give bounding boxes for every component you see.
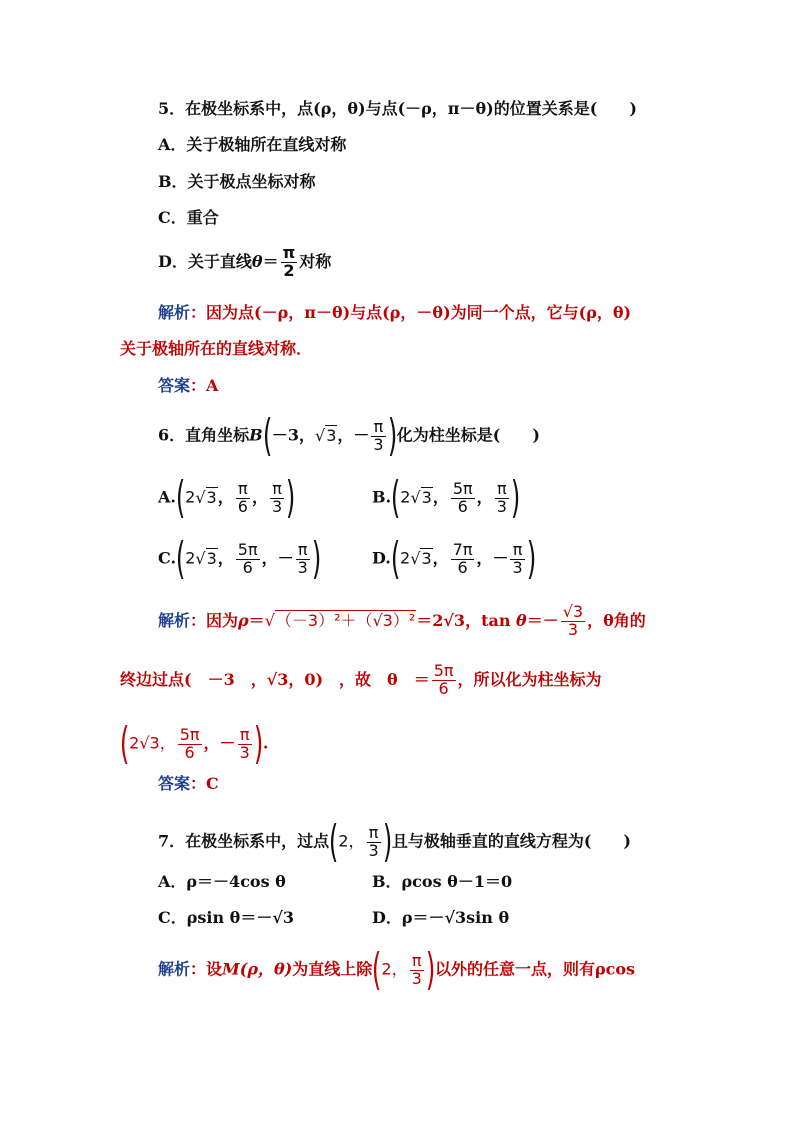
q6-answer-value: ：C <box>190 774 219 793</box>
q7-stem-fraction <box>367 822 381 860</box>
q6-option-c-label: C. <box>158 548 177 568</box>
q6-option-b: B.(2√3， $\frac{5\pi}{6}$ ， $\frac{\pi}{3}$ ) <box>372 472 521 523</box>
q5-analysis-text1: ：因为点(－ρ，π－θ)与点(ρ，－θ)为同一个点，它与(ρ，θ) <box>190 303 632 322</box>
q6-stem <box>158 410 540 461</box>
q6-answer-label: 答案 <box>158 774 191 793</box>
q6-option-c-n1: 5π <box>237 539 258 559</box>
q6-analysis-result: ＝2√3，tan <box>416 610 511 630</box>
q6-option-d-frac1 <box>451 539 475 577</box>
q7-analysis-num: π <box>410 953 424 971</box>
left-paren-icon: ( <box>390 472 401 523</box>
q6-analysis-line2-pre: 终边过点( －3 ，√3，0) ，故 θ ＝ <box>120 669 430 689</box>
q6-option-a-frac2 <box>270 478 284 516</box>
q7-option-a: A．ρ＝－4cos θ <box>158 872 286 891</box>
q5-analysis-line1 <box>158 305 631 321</box>
q6-option-d: D.(2√3， $\frac{7\pi}{6}$ ，－ $\frac{\pi}{3}$ ) <box>372 533 536 584</box>
q5-answer-label: 答案 <box>158 376 191 395</box>
q6-option-d-label: D. <box>372 548 391 568</box>
q6-analysis-rho: ρ <box>238 610 249 630</box>
q7-analysis-label: 解析 <box>158 959 191 979</box>
q6-analysis-tan-fraction <box>561 604 585 639</box>
q7-stem-point: 2， <box>338 831 365 851</box>
q6-analysis-line1 <box>158 604 646 639</box>
q6-analysis-final-d1: 6 <box>184 742 195 762</box>
q7-analysis-pre: ：设 <box>190 959 223 979</box>
q7-analysis-den: 3 <box>411 968 422 988</box>
left-paren-icon: ( <box>119 718 130 769</box>
q6-analysis-final-r: 2√3， <box>129 733 176 753</box>
q6-analysis-final-frac2 <box>238 724 252 762</box>
q7-option-d: D．ρ＝－√3sin θ <box>372 908 510 927</box>
q6-stem-var: B <box>249 425 263 445</box>
q6-option-c-n2: π <box>296 542 310 560</box>
left-paren-icon: ( <box>262 410 272 461</box>
right-paren-icon: ) <box>510 472 521 523</box>
q6-analysis-final-frac1 <box>178 724 202 762</box>
q6-analysis-result2: ＝－ <box>526 610 559 630</box>
q6-analysis-theta: θ <box>516 610 527 630</box>
q6-option-d-sqrt: √3 <box>410 548 432 568</box>
q5-d-prefix: D．关于直线 <box>158 251 252 271</box>
q6-option-a-sqrt-value: 3 <box>206 487 217 507</box>
q6-option-a-d2: 3 <box>271 496 283 516</box>
q6-analysis-tan-den: 3 <box>567 619 579 639</box>
q6-option-d-frac2 <box>510 539 524 577</box>
q6-option-a-n2: π <box>270 481 284 499</box>
q7-option-c: C．ρsin θ＝－√3 <box>158 908 294 927</box>
q5-d-suffix: 对称 <box>299 251 332 271</box>
right-paren-icon: ) <box>286 472 296 523</box>
q6-option-d-sqrt-value: 3 <box>421 548 432 568</box>
q6-option-c-sqrt-value: 3 <box>206 548 217 568</box>
q6-option-c-r: 2 <box>185 548 196 568</box>
q6-option-d-n2: π <box>510 542 524 560</box>
q6-option-c-frac2 <box>296 539 310 577</box>
q6-option-b-sqrt: √3 <box>410 487 432 507</box>
left-paren-icon: ( <box>329 816 339 867</box>
q6-option-a-n1: π <box>236 481 250 499</box>
q6-option-d-d2: 3 <box>512 557 523 577</box>
q6-option-c-sign2: ，－ <box>261 548 294 568</box>
q6-analysis-line2-post: ，所以化为柱坐标为 <box>457 669 602 689</box>
right-paren-icon: ) <box>425 944 436 995</box>
q7-stem-prefix: 7．在极坐标系中，过点 <box>158 831 330 851</box>
right-paren-icon: ) <box>387 410 397 461</box>
q5-d-den: 2 <box>283 260 295 280</box>
q6-analysis-final-n1: 5π <box>179 724 200 744</box>
q7-analysis-mid: 为直线上除 <box>292 959 373 979</box>
q6-stem-fraction <box>371 416 385 454</box>
q6-analysis-tail: ，θ角的 <box>587 610 646 630</box>
q7-stem-den: 3 <box>368 840 379 860</box>
q6-option-c-d1: 6 <box>242 557 253 577</box>
q5-d-num: π <box>282 243 296 262</box>
q6-option-d-n1: 7π <box>452 539 473 559</box>
q6-analysis-tan-num: √3 <box>562 602 584 621</box>
q6-option-a: A.(2√3， $\frac{\pi}{6}$ ， $\frac{\pi}{3}$ ) <box>158 472 296 523</box>
q6-analysis-line2-fraction <box>432 663 456 698</box>
q6-stem-prefix: 6．直角坐标 <box>158 425 250 445</box>
q6-analysis-line2-num: 5π <box>433 661 454 680</box>
left-paren-icon: ( <box>390 533 401 584</box>
q7-stem-num: π <box>367 825 381 843</box>
q5-answer-value: ：A <box>190 376 219 395</box>
q6-option-b-d1: 6 <box>457 496 468 516</box>
q6-stem-sqrt: √3 <box>314 425 337 445</box>
q6-option-b-sign2: ， <box>476 487 493 507</box>
q6-analysis-label: 解析 <box>158 610 191 630</box>
q7-analysis-line1 <box>158 944 636 995</box>
q7-analysis-m: M(ρ，θ) <box>222 959 293 979</box>
q5-analysis-label: 解析 <box>158 303 191 322</box>
q6-option-b-n2: π <box>495 481 509 499</box>
q5-d-theta: θ <box>251 251 263 271</box>
q6-stem-coords: －3， <box>271 425 315 445</box>
left-paren-icon: ( <box>175 472 186 523</box>
q6-option-d-d1: 6 <box>457 557 468 577</box>
q6-option-d-r: 2 <box>400 548 411 568</box>
q7-stem <box>158 816 632 867</box>
q6-analysis-radicand: （－3）²＋（√3）² <box>275 610 416 630</box>
q6-option-a-label: A. <box>158 487 176 507</box>
q6-option-a-r: 2 <box>185 487 196 507</box>
q7-stem-suffix: 且与极轴垂直的直线方程为( ) <box>391 831 632 851</box>
q6-stem-den: 3 <box>373 434 384 454</box>
q6-analysis-line3 <box>119 718 269 769</box>
q6-option-a-sign2: ， <box>251 487 268 507</box>
q5-option-b: B．关于极点坐标对称 <box>158 172 316 191</box>
q5-option-d <box>158 245 331 280</box>
q6-option-c-sqrt: √3 <box>195 548 217 568</box>
q6-analysis-line2-den: 6 <box>438 678 449 698</box>
q6-analysis-sqrt: √（－3）²＋（√3）² <box>264 610 416 630</box>
q6-option-c: C.(2√3， $\frac{5\pi}{6}$ ，－ $\frac{\pi}{3}$ ) <box>158 533 322 584</box>
q6-analysis-line2 <box>120 663 602 698</box>
q6-analysis-final-sep: ，－ <box>203 733 236 753</box>
right-paren-icon: ) <box>311 533 322 584</box>
q6-option-b-d2: 3 <box>496 496 507 516</box>
q6-option-b-frac1 <box>451 478 475 516</box>
q5-d-eq: ＝ <box>262 251 279 271</box>
q6-option-b-frac2 <box>495 478 509 516</box>
q6-stem-neg: ，－ <box>337 425 370 445</box>
left-paren-icon: ( <box>175 533 186 584</box>
q7-analysis-fraction <box>410 950 424 988</box>
q5-d-fraction <box>281 245 298 280</box>
q5-option-a: A．关于极轴所在直线对称 <box>158 135 347 154</box>
q6-option-a-frac1 <box>236 478 250 516</box>
q5-stem: 5．在极坐标系中，点(ρ，θ)与点(－ρ，π－θ)的位置关系是( ) <box>158 99 637 118</box>
q6-analysis-pre: ：因为 <box>190 610 239 630</box>
q6-analysis-final-d2: 3 <box>239 742 250 762</box>
q6-option-d-sign2: ，－ <box>476 548 509 568</box>
left-paren-icon: ( <box>372 944 382 995</box>
right-paren-icon: ) <box>526 533 536 584</box>
q6-option-c-d2: 3 <box>297 557 308 577</box>
q6-option-a-d1: 6 <box>237 496 248 516</box>
q7-option-b: B．ρcos θ－1＝0 <box>372 872 513 891</box>
q5-option-c: C．重合 <box>158 208 219 227</box>
q6-option-b-r: 2 <box>400 487 411 507</box>
right-paren-icon: ) <box>253 718 264 769</box>
q6-analysis-final-n2: π <box>238 727 252 745</box>
q6-analysis-eq: ＝ <box>248 610 265 630</box>
q6-option-b-n1: 5π <box>452 478 473 498</box>
q6-answer <box>158 776 219 792</box>
q6-analysis-final-end: . <box>262 733 269 753</box>
q5-analysis-line2: 关于极轴所在的直线对称． <box>120 339 313 358</box>
right-paren-icon: ) <box>382 816 392 867</box>
q6-stem-sqrt-value: 3 <box>326 425 337 445</box>
q7-analysis-post: 以外的任意一点，则有ρcos <box>434 959 636 979</box>
q6-stem-num: π <box>371 419 385 437</box>
q6-option-c-frac1 <box>236 539 260 577</box>
q5-answer <box>158 378 218 394</box>
q6-option-b-label: B. <box>372 487 392 507</box>
q6-option-a-sqrt: √3 <box>195 487 217 507</box>
q7-analysis-point: 2， <box>381 959 408 979</box>
q6-stem-suffix: 化为柱坐标是( ) <box>396 425 540 445</box>
q6-option-b-sqrt-value: 3 <box>421 487 432 507</box>
